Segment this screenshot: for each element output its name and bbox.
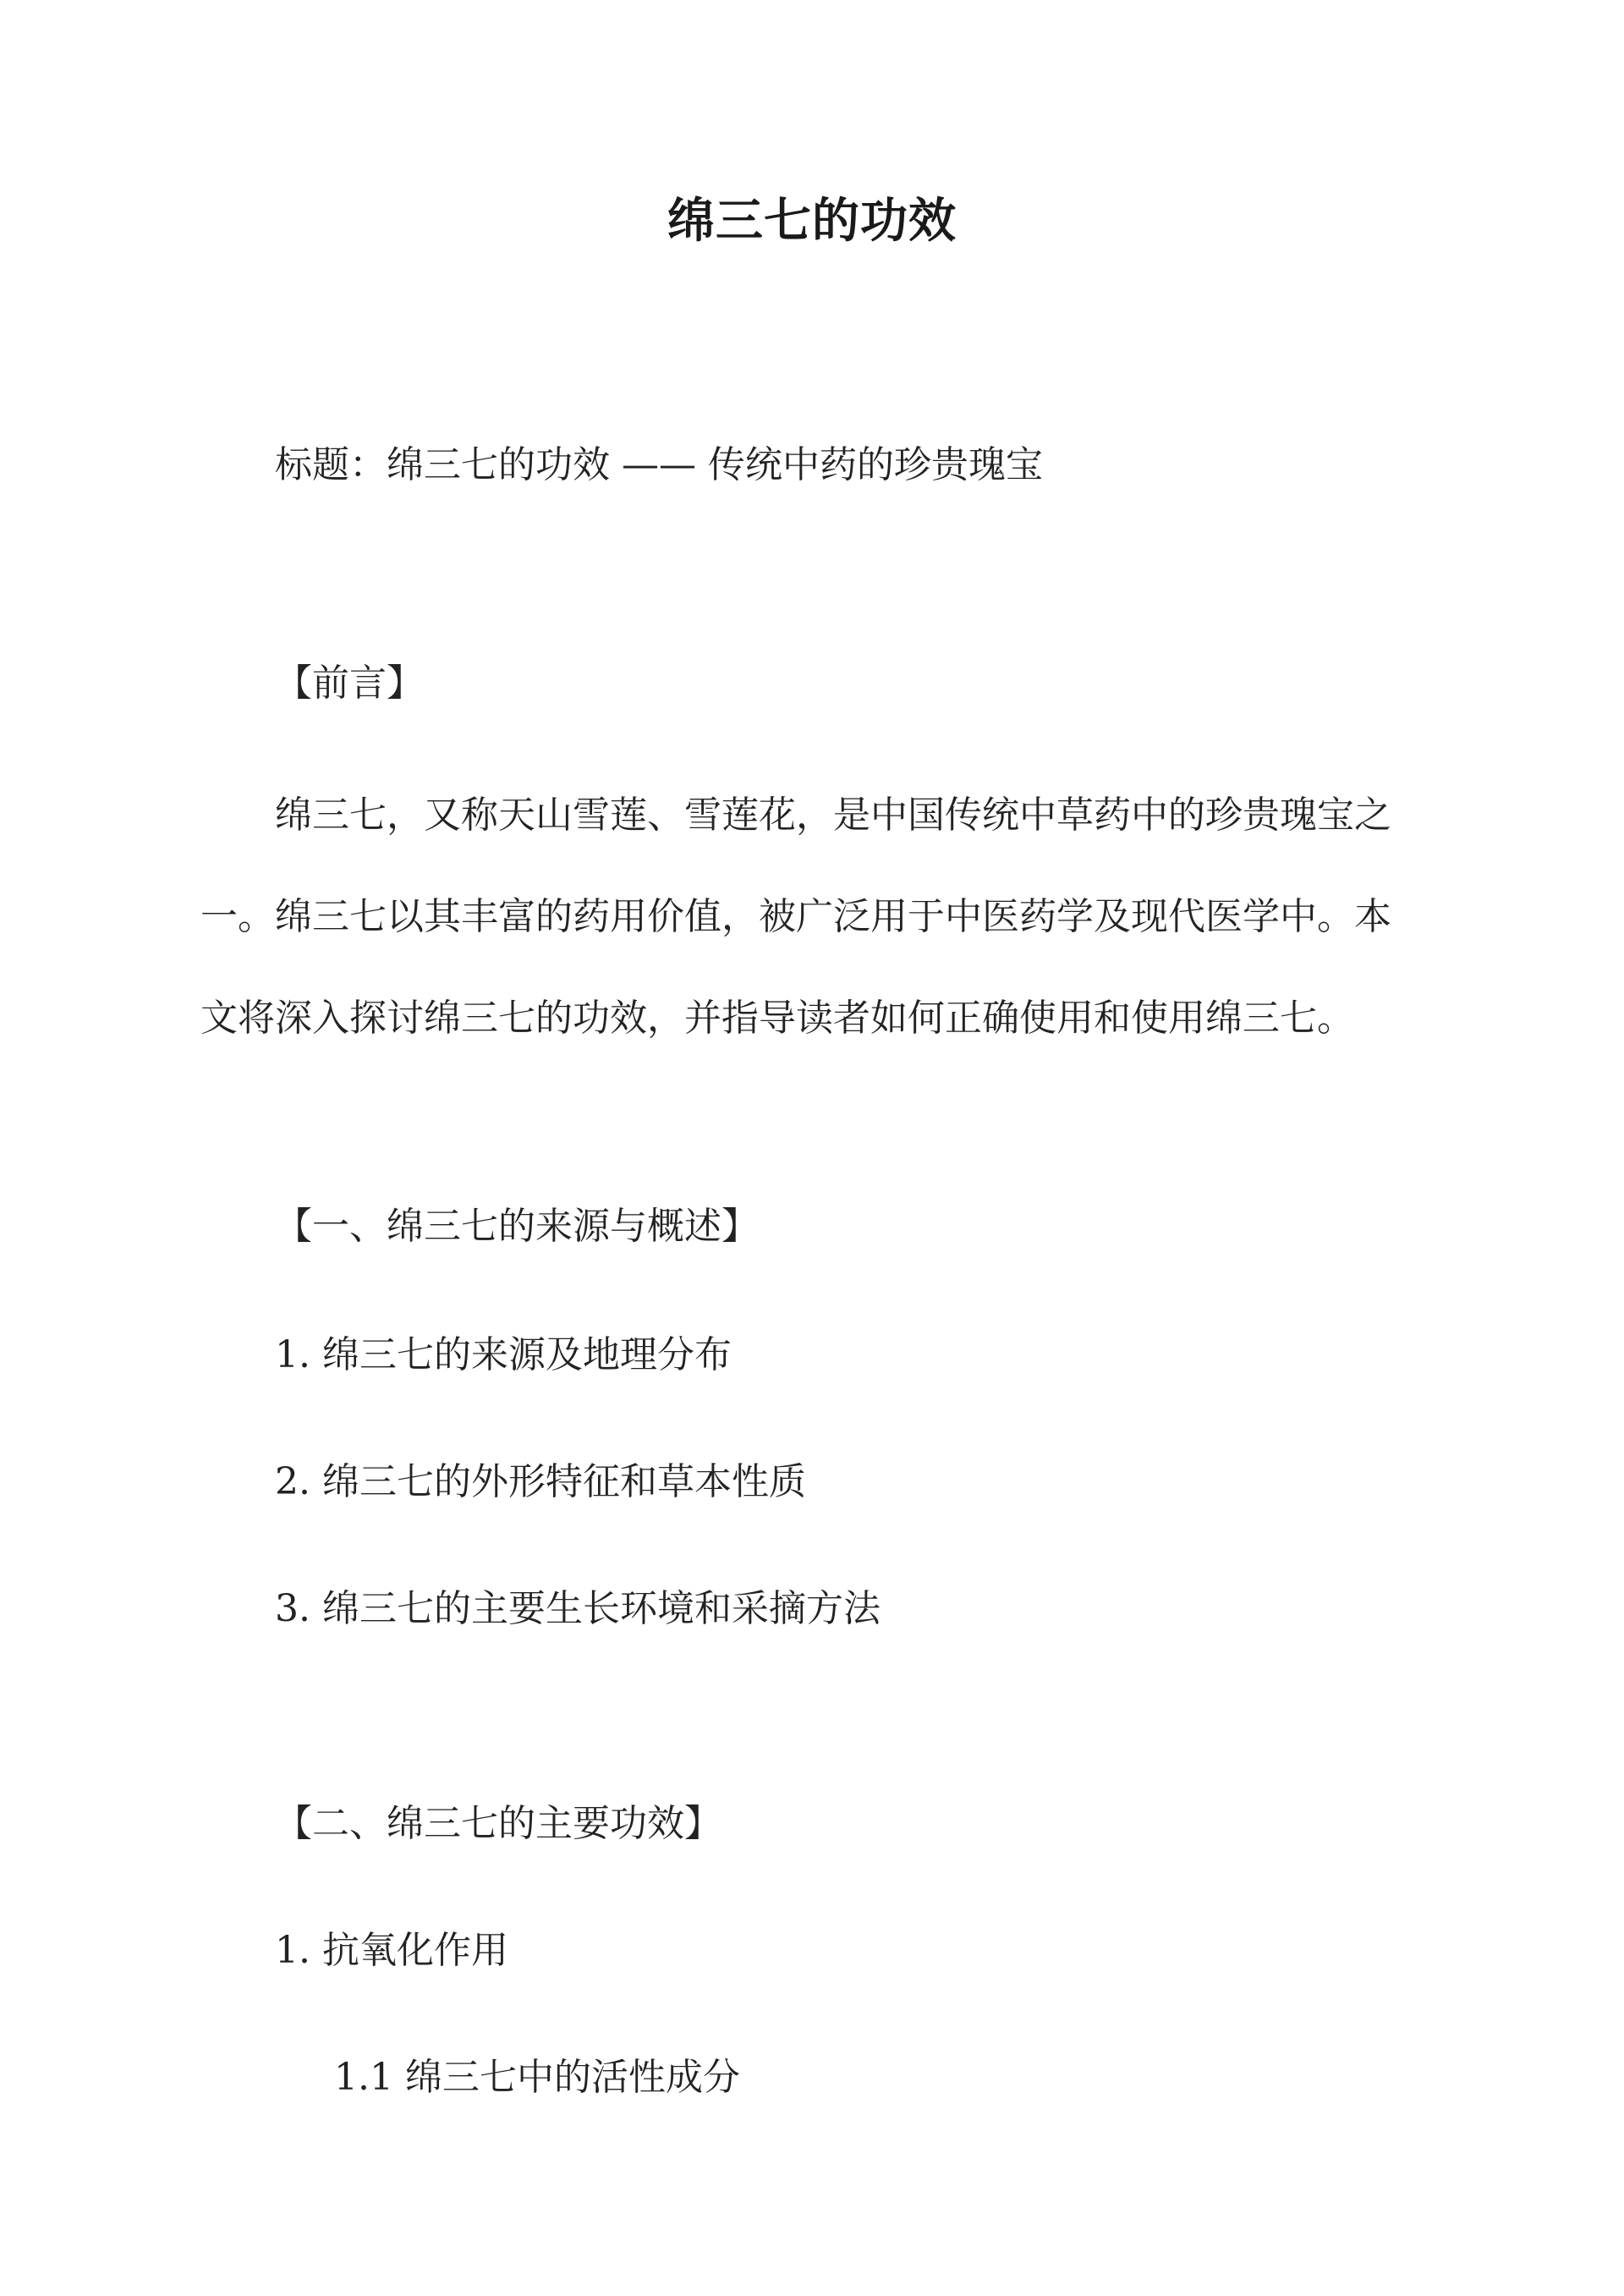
section2-subitem-1-1: 1.1 绵三七中的活性成分: [334, 2056, 740, 2099]
preface-paragraph: [200, 765, 1427, 1069]
subtitle-line: 标题：绵三七的功效 —— 传统中药的珍贵瑰宝: [275, 443, 1043, 486]
section2-item-1: 1. 抗氧化作用: [275, 1929, 508, 1972]
section1-item-1: 1. 绵三七的来源及地理分布: [275, 1333, 732, 1376]
document-title: 绵三七的功效: [667, 193, 957, 249]
preface-line-1: 绵三七，又称天山雪莲、雪莲花，是中国传统中草药中的珍贵瑰宝之: [275, 794, 1391, 837]
preface-heading: 【前言】: [275, 662, 424, 705]
preface-line-2: 一。绵三七以其丰富的药用价值，被广泛用于中医药学及现代医学中。本: [200, 895, 1391, 938]
section1-heading: 【一、绵三七的来源与概述】: [275, 1205, 759, 1248]
section1-item-2: 2. 绵三七的外形特征和草本性质: [275, 1460, 806, 1503]
section2-heading: 【二、绵三七的主要功效】: [275, 1802, 721, 1845]
section1-item-3: 3. 绵三七的主要生长环境和采摘方法: [275, 1587, 881, 1630]
preface-line-3: 文将深入探讨绵三七的功效，并指导读者如何正确使用和使用绵三七。: [200, 997, 1354, 1040]
